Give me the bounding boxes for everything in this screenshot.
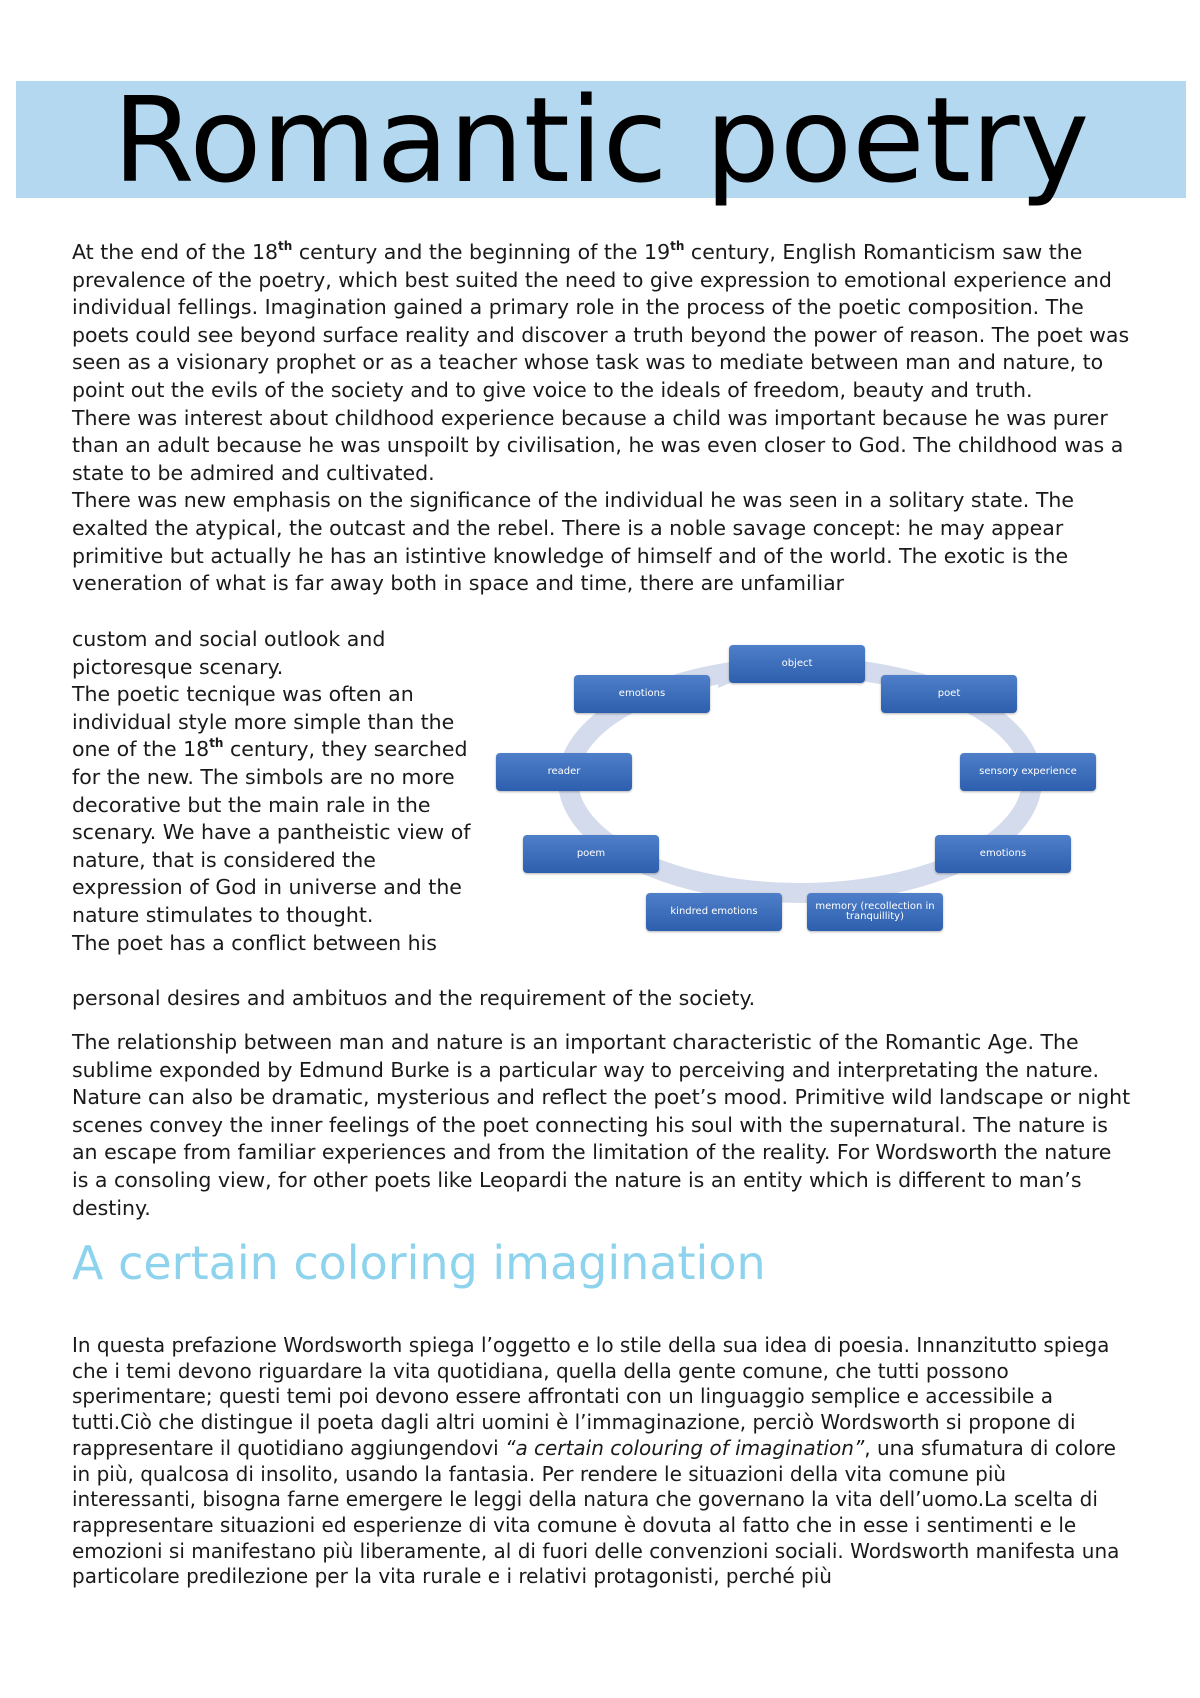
- cycle-diagram: [490, 640, 1110, 940]
- cycle-node: poet: [881, 675, 1017, 713]
- cycle-node: emotions: [574, 675, 710, 713]
- paragraph-romanticism: [72, 239, 1132, 405]
- cycle-node: poem: [523, 835, 659, 873]
- cycle-node: emotions: [935, 835, 1071, 873]
- cycle-node: memory (recollection in tranquillity): [807, 893, 943, 931]
- text-span: century, English Romanticism saw the prevalence of the poetry, which best suited the need to give expression to emotional experience and individual fellings. Imagination gained a primary role in the process of the poetic composition. The poets could see beyond surface reality and discover a truth beyond the power of reason. The poet was seen as a visionary prophet or as a teacher whose task was to mediate between man and nature, to point out the evils of the society and to give voice to the ideals of freedom, beauty and truth.: [72, 240, 1130, 402]
- paragraph-conflict-end: personal desires and ambituos and the requirement of the society.: [72, 986, 756, 1010]
- page-title: Romantic poetry: [112, 71, 1090, 209]
- superscript: th: [670, 239, 685, 253]
- text-span: At the end of the 18: [72, 240, 279, 264]
- text-span: The poetic tecnique was often an individual style more simple than the one of the 18: [72, 682, 455, 762]
- superscript: th: [278, 239, 293, 253]
- cycle-node: object: [729, 645, 865, 683]
- paragraph-childhood: There was interest about childhood experience because a child was important because he was purer than an adult because he was unspoilt by civilisation, he was even closer to God. The childhood was a state to be admired and cultivated.: [72, 405, 1124, 485]
- paragraph-conflict-start: The poet has a conflict between his: [72, 930, 437, 955]
- text-span: century, they searched for the new. The simbols are no more decorative but the main rale in the scenary. We have a pantheistic view of nature, that is considered the expression of God in universe and the nature stimulates to thought.: [72, 737, 471, 927]
- paragraph-individual: There was new emphasis on the significance of the individual he was seen in a solitary state. The exalted the atypical, the outcast and the rebel. There is a noble savage concept: he may appear primitive but actually he has an istintive knowledge of himself and of the world. The exotic is the veneration of what is far away both in space and time, there are unfamiliar: [72, 488, 1074, 596]
- italic-quote: “a certain colouring of imagination”: [505, 1435, 865, 1460]
- superscript: th: [209, 736, 224, 751]
- paragraph-individual-continued: custom and social outlook and pictoresque scenary.: [72, 627, 386, 679]
- paragraph-technique: [72, 681, 492, 929]
- text-span: In questa prefazione Wordsworth spiega l’oggetto e lo stile della sua idea di poesia. Innanzitutto spiega che i temi devono riguardare la vita quotidiana, quella della gente comune, che tutti possono sperimentare; questi temi poi devono essere affrontati con un linguaggio semplice e accessibile a tutti.Ciò che distingue il poeta dagli altri uomini è l’immaginazione, perciò Wordsworth si propone di rappresentare il quotidiano aggiungendovi: [72, 1333, 1110, 1460]
- cycle-node: reader: [496, 753, 632, 791]
- text-span: century and the beginning of the 19: [292, 240, 671, 264]
- cycle-node: kindred emotions: [646, 893, 782, 931]
- text-span: , una sfumatura di colore in più, qualcosa di insolito, usando la fantasia. Per rendere le situazioni della vita comune più interessanti, bisogna farne emergere le leggi della natura che governano la vita dell’uomo.La scelta di rappresentare situazioni ed esperienze di vita comune è dovuta al fatto che in esse i sentimenti e le emozioni si manifestano più liberamente, al di fuori delle convenzioni sociali. Wordsworth manifesta una particolare predilezione per la vita rurale e i relativi protagonisti, perché più: [72, 1435, 1120, 1589]
- paragraph-nature: The relationship between man and nature is an important characteristic of the Romantic Age. The sublime exponded by Edmund Burke is a particular way to perceiving and interpretating the nature. Nature can also be dramatic, mysterious and reflect the poet’s mood. Primitive wild landscape or night scenes convey the inner feelings of the poet connecting his soul with the supernatural. The nature is an escape from familiar experiences and from the limitation of the reality. For Wordsworth the nature is a consoling view, for other poets like Leopardi the nature is an entity which is different to man’s destiny.: [72, 1030, 1131, 1220]
- intro-block: [72, 239, 1132, 598]
- cycle-node: sensory experience: [960, 753, 1096, 791]
- section-heading: A certain coloring imagination: [72, 1236, 766, 1290]
- paragraph-italian: [72, 1333, 1132, 1590]
- wrapped-text-block: [72, 626, 492, 957]
